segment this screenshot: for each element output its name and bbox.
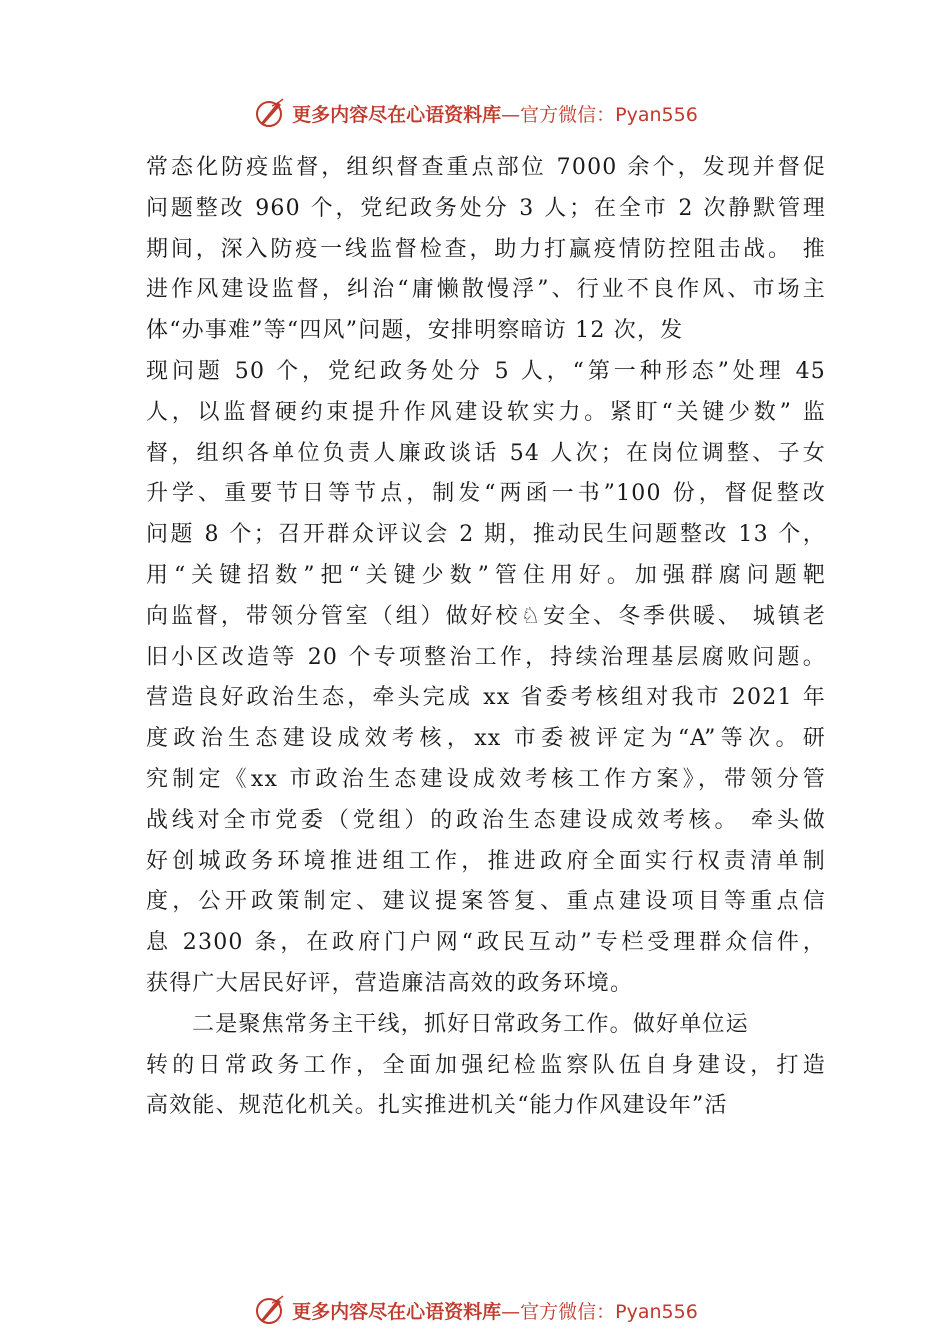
body-line: 究制定《xx 市政治生态建设成效考核工作方案》，带领分管 bbox=[146, 766, 826, 792]
body-line: 二是聚焦常务主干线，抓好日常政务工作。做好单位运 bbox=[192, 1011, 749, 1037]
body-line: 常态化防疫监督，组织督查重点部位 7000 余个，发现并督促 bbox=[146, 155, 826, 180]
body-line: 战线对全市党委（党组）的政治生态建设成效考核。 牵头做 bbox=[146, 807, 826, 833]
body-line: 用“关键招数”把“关键少数”管住用好。加强群腐问题靶 bbox=[146, 562, 826, 588]
body-line: 转的日常政务工作，全面加强纪检监察队伍自身建设，打造 bbox=[146, 1052, 826, 1078]
document-body bbox=[146, 148, 826, 1127]
body-line: 息 2300 条，在政府门户网“政民互动”专栏受理群众信件， bbox=[146, 930, 826, 956]
body-line: 问题 8 个；召开群众评议会 2 期，推动民生问题整改 13 个， bbox=[146, 522, 826, 548]
body-line: 旧小区改造等 20 个专项整治工作，持续治理基层腐败问题。 bbox=[146, 644, 826, 670]
body-line: 进作风建设监督，纠治“庸懒散慢浮”、行业不良作风、市场主 bbox=[146, 277, 826, 303]
body-line: 升学、重要节日等节点，制发“两函一书”100 份，督促整改 bbox=[146, 481, 826, 507]
quill-logo-icon bbox=[252, 96, 286, 130]
footer-contact-text: —官方微信：Pyan556 bbox=[501, 1300, 698, 1323]
body-line: 人，以监督硬约束提升作风建设软实力。紧盯“关键少数” 监 bbox=[146, 399, 826, 425]
body-line: 督，组织各单位负责人廉政谈话 54 人次；在岗位调整、子女 bbox=[146, 440, 826, 466]
body-line: 好创城政务环境推进组工作，推进政府全面实行权责清单制 bbox=[146, 848, 826, 874]
body-line: 期间，深入防疫一线监督检查，助力打赢疫情防控阻击战。 推 bbox=[146, 236, 826, 262]
quill-logo-icon bbox=[252, 1293, 286, 1327]
header-watermark bbox=[0, 93, 950, 133]
header-brand-text: 更多内容尽在心语资料库 bbox=[292, 103, 502, 126]
footer-brand-text: 更多内容尽在心语资料库 bbox=[292, 1300, 502, 1323]
body-line: 度政治生态建设成效考核，xx 市委被评定为“A”等次。研 bbox=[146, 726, 826, 752]
body-line: 体“办事难”等“四风”问题，安排明察暗访 12 次，发 bbox=[146, 318, 684, 344]
body-line: 问题整改 960 个，党纪政务处分 3 人；在全市 2 次静默管理 bbox=[146, 195, 826, 221]
header-contact-text: —官方微信：Pyan556 bbox=[501, 103, 698, 126]
body-line: 获得广大居民好评，营造廉洁高效的政务环境。 bbox=[146, 970, 634, 996]
body-line: 向监督，带领分管室（组）做好校♘安全、冬季供暖、 城镇老 bbox=[146, 603, 826, 629]
body-line: 现问题 50 个，党纪政务处分 5 人，“第一种形态”处理 45 bbox=[146, 358, 826, 384]
footer-watermark bbox=[0, 1290, 950, 1330]
body-line: 度，公开政策制定、建议提案答复、重点建设项目等重点信 bbox=[146, 889, 826, 915]
body-line: 高效能、规范化机关。扎实推进机关“能力作风建设年”活 bbox=[146, 1093, 728, 1119]
body-line: 营造良好政治生态，牵头完成 xx 省委考核组对我市 2021 年 bbox=[146, 685, 826, 711]
